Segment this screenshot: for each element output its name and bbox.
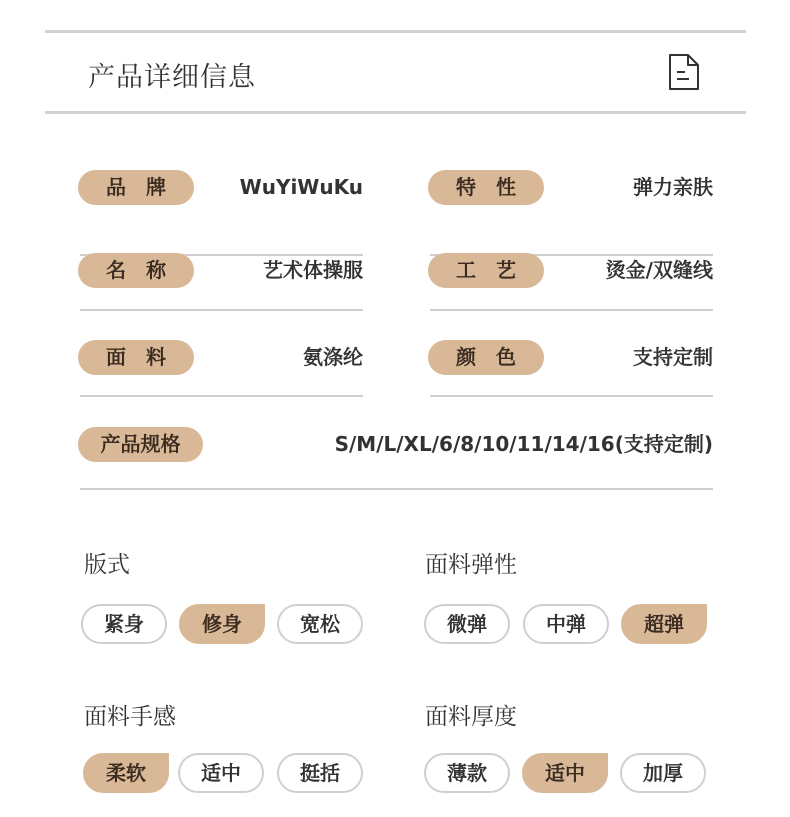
feel-group-title: 面料手感 — [84, 704, 176, 730]
spec-name — [78, 253, 363, 311]
elasticity-option[interactable]: 超弹 — [621, 604, 707, 644]
spec-label: 产品规格 — [78, 427, 203, 462]
feel-option[interactable]: 适中 — [178, 753, 264, 793]
elasticity-option[interactable]: 中弹 — [523, 604, 609, 644]
divider — [430, 395, 713, 397]
elasticity-group-title: 面料弹性 — [425, 552, 517, 578]
spec-value: WuYiWuKu — [239, 175, 363, 199]
spec-fabric — [78, 340, 363, 397]
spec-feature — [428, 170, 713, 256]
feel-option[interactable]: 挺括 — [277, 753, 363, 793]
document-icon[interactable] — [668, 53, 700, 91]
thickness-option[interactable]: 薄款 — [424, 753, 510, 793]
thickness-option[interactable]: 适中 — [522, 753, 608, 793]
spec-value: 弹力亲肤 — [633, 175, 713, 199]
spec-value: 艺术体操服 — [263, 258, 363, 282]
style-group-title: 版式 — [84, 552, 130, 578]
spec-brand — [78, 170, 363, 256]
feel-option[interactable]: 柔软 — [83, 753, 169, 793]
page-title: 产品详细信息 — [88, 62, 256, 93]
divider — [430, 309, 713, 311]
style-option[interactable]: 修身 — [179, 604, 265, 644]
thickness-group-title: 面料厚度 — [425, 704, 517, 730]
product-details-header — [45, 30, 746, 114]
spec-size — [78, 427, 713, 490]
elasticity-option[interactable]: 微弹 — [424, 604, 510, 644]
spec-value: 烫金/双缝线 — [605, 258, 713, 282]
spec-craft — [428, 253, 713, 311]
spec-label: 名 称 — [78, 253, 194, 288]
divider — [80, 488, 713, 490]
spec-value: 氨涤纶 — [303, 345, 363, 369]
spec-label: 颜 色 — [428, 340, 544, 375]
style-option[interactable]: 宽松 — [277, 604, 363, 644]
style-option[interactable]: 紧身 — [81, 604, 167, 644]
spec-label: 工 艺 — [428, 253, 544, 288]
spec-color — [428, 340, 713, 397]
spec-value: S/M/L/XL/6/8/10/11/14/16(支持定制) — [334, 432, 713, 456]
spec-label: 面 料 — [78, 340, 194, 375]
thickness-option[interactable]: 加厚 — [620, 753, 706, 793]
divider — [80, 309, 363, 311]
spec-label: 品 牌 — [78, 170, 194, 205]
spec-value: 支持定制 — [633, 345, 713, 369]
divider — [80, 395, 363, 397]
spec-label: 特 性 — [428, 170, 544, 205]
